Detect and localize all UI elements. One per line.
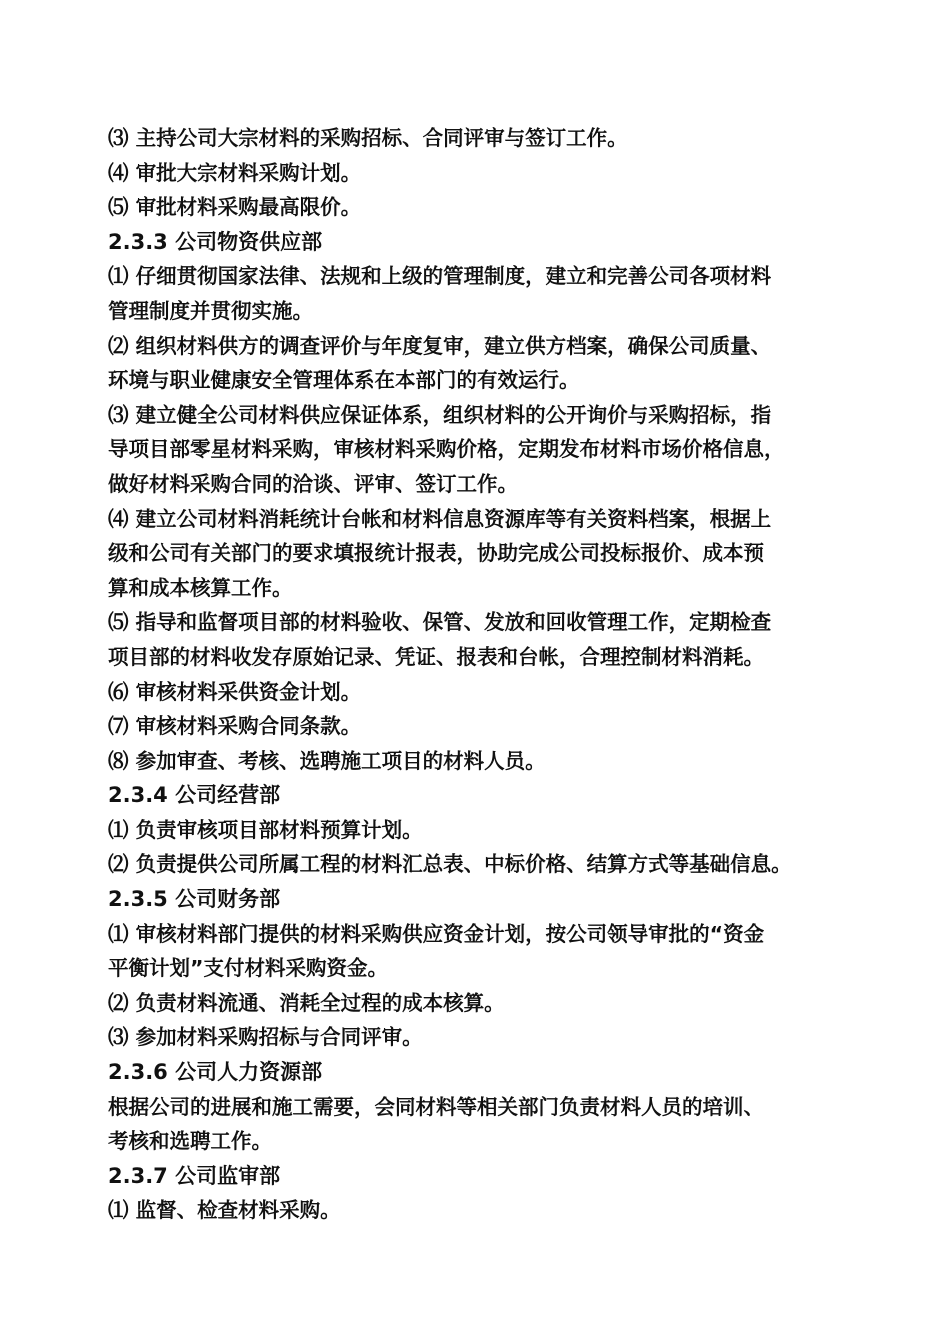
text-line: ⑴ 监督、检查材料采购。: [108, 1198, 341, 1223]
text-line: ⑸ 审批材料采购最高限价。: [108, 195, 362, 220]
text-line: ⑴ 仔细贯彻国家法律、法规和上级的管理制度，建立和完善公司各项材料: [108, 264, 772, 289]
text-line: ⑻ 参加审查、考核、选聘施工项目的材料人员。: [108, 748, 546, 773]
text-line: 根据公司的进展和施工需要，会同材料等相关部门负责材料人员的培训、: [108, 1094, 764, 1119]
section-heading: 2.3.6 公司人力资源部: [108, 1060, 323, 1085]
section-heading: 2.3.7 公司监审部: [108, 1163, 281, 1188]
text-line: ⑵ 负责提供公司所属工程的材料汇总表、中标价格、结算方式等基础信息。: [108, 852, 792, 877]
text-line: 导项目部零星材料采购，审核材料采购价格，定期发布材料市场价格信息，: [108, 437, 785, 462]
text-line: ⑵ 组织材料供方的调查评价与年度复审，建立供方档案，确保公司质量、: [108, 333, 772, 358]
text-line: 管理制度并贯彻实施。: [108, 298, 313, 323]
text-line: ⑶ 建立健全公司材料供应保证体系，组织材料的公开询价与采购招标，指: [108, 402, 772, 427]
text-line: 做好材料采购合同的洽谈、评审、签订工作。: [108, 471, 518, 496]
text-line: ⑶ 主持公司大宗材料的采购招标、合同评审与签订工作。: [108, 126, 628, 150]
text-line: ⑷ 建立公司材料消耗统计台帐和材料信息资源库等有关资料档案，根据上: [108, 506, 772, 531]
text-line: ⑸ 指导和监督项目部的材料验收、保管、发放和回收管理工作，定期检查: [108, 610, 772, 635]
document-body: [108, 121, 860, 1228]
text-line: ⑶ 参加材料采购招标与合同评审。: [108, 1025, 423, 1050]
text-line: ⑺ 审核材料采购合同条款。: [108, 714, 362, 739]
section-heading: 2.3.5 公司财务部: [108, 887, 281, 912]
text-line: 考核和选聘工作。: [108, 1129, 272, 1154]
text-line: 级和公司有关部门的要求填报统计报表，协助完成公司投标报价、成本预: [108, 541, 764, 566]
text-line: 环境与职业健康安全管理体系在本部门的有效运行。: [108, 368, 580, 393]
section-heading: 2.3.4 公司经营部: [108, 783, 281, 808]
text-line: ⑹ 审核材料采供资金计划。: [108, 679, 362, 704]
text-line: 平衡计划”支付材料采购资金。: [108, 956, 388, 981]
text-line: 算和成本核算工作。: [108, 575, 293, 600]
text-line: ⑵ 负责材料流通、消耗全过程的成本核算。: [108, 990, 505, 1015]
text-line: ⑴ 审核材料部门提供的材料采购供应资金计划，按公司领导审批的“资金: [108, 921, 765, 946]
text-line: ⑴ 负责审核项目部材料预算计划。: [108, 817, 423, 842]
text-line: ⑷ 审批大宗材料采购计划。: [108, 160, 362, 185]
section-heading: 2.3.3 公司物资供应部: [108, 229, 323, 254]
text-line: 项目部的材料收发存原始记录、凭证、报表和台帐，合理控制材料消耗。: [108, 644, 764, 669]
